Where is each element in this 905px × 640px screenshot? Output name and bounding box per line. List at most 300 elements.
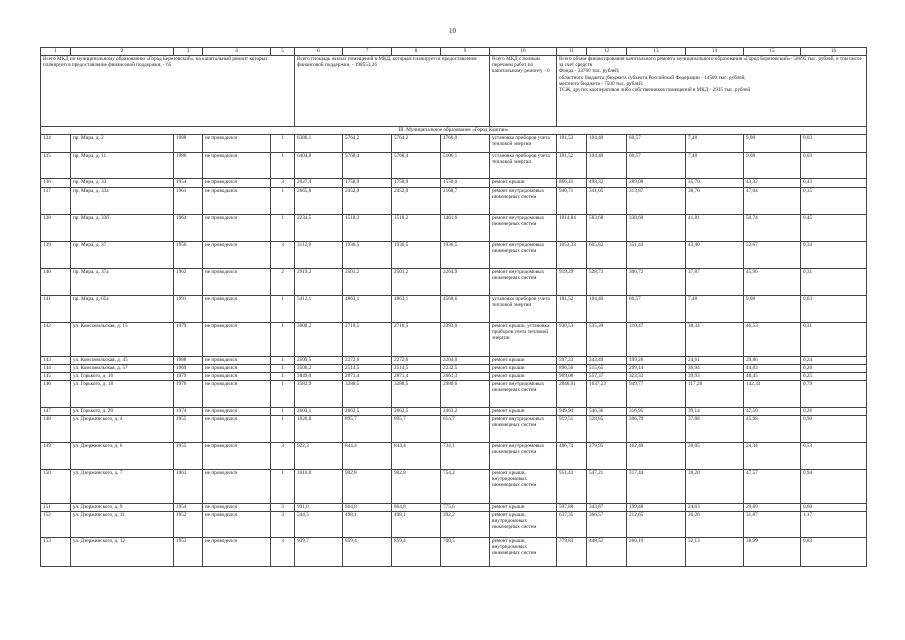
cost-per-m2: 0,53 [801,443,867,470]
area-9: 2264,9 [441,269,490,296]
work-type: ремонт крыши [490,365,557,373]
address: ул. Дзержинского, д. 9 [71,504,174,512]
owners-share: 44,83 [744,365,801,373]
local-share: 26,26 [686,512,744,538]
living-area: 2514,5 [343,365,392,373]
row-number: 135 [41,153,71,179]
work-type: установка приборов учета тепловой энергии [490,135,557,153]
year-built: 1953 [174,538,203,567]
regional-share: 351,44 [627,242,686,269]
column-number: 1 [41,48,71,56]
living-area: 2452,0 [343,188,392,215]
area-8: 1936,5 [392,242,441,269]
total-cost: 779,83 [557,538,587,567]
total-area: 2027,4 [295,179,343,188]
last-repair-status: не проводился [203,416,271,443]
area-8: 902,8 [392,470,441,504]
table-row [41,269,867,296]
local-share: 35,70 [686,179,744,188]
total-area: 1016,8 [295,470,343,504]
row-number: 140 [41,269,71,296]
living-area: 5764,2 [343,135,392,153]
living-area: 1518,2 [343,215,392,242]
regional-share: 338,60 [627,215,686,242]
total-area: 939,7 [295,538,343,567]
col-5: 1 [271,323,295,357]
area-8: 4863,1 [392,296,441,323]
row-number: 152 [41,512,71,538]
regional-share: 162,40 [627,443,686,470]
total-area: 991,0 [295,504,343,512]
col-5: 1 [271,188,295,215]
table-row [41,296,867,323]
last-repair-status: не проводился [203,215,271,242]
table-row [41,153,867,179]
regional-share: 60,57 [627,135,686,153]
owners-share: 38,99 [744,538,801,567]
column-number: 10 [490,48,557,56]
column-number: 6 [295,48,343,56]
regional-share: 289,08 [627,179,686,188]
fund-share: 541,05 [587,188,627,215]
fund-share: 279,95 [587,443,627,470]
local-share: 37,88 [686,416,744,443]
column-number: 11 [557,48,587,56]
fund-share: 343,87 [587,504,627,512]
year-built: 1964 [174,215,203,242]
fund-share: 528,73 [587,269,627,296]
table-row [41,323,867,357]
col-5: 3 [271,504,295,512]
col-5: 1 [271,135,295,153]
cost-per-m2: 0,03 [801,153,867,179]
last-repair-status: не проводился [203,373,271,381]
area-9: 5106,1 [441,153,490,179]
year-built: 1974 [174,408,203,416]
year-built: 1954 [174,504,203,512]
work-type: ремонт внутридомовых инженерных систем [490,188,557,215]
area-8: 895,7 [392,416,441,443]
year-built: 1954 [174,179,203,188]
total-cost: 181,52 [557,296,587,323]
cost-per-m2: 0,79 [801,381,867,408]
repair-program-table [40,47,867,567]
living-area: 895,7 [343,416,392,443]
owners-share: 47,04 [744,188,801,215]
address: пр. Мира, д. 33а [71,188,174,215]
last-repair-status: не проводился [203,179,271,188]
cost-per-m2: 0,45 [801,215,867,242]
living-area: 1936,5 [343,242,392,269]
fund-share: 605,82 [587,242,627,269]
summary-funding-line: Всего объем финансирования капитального ремонта муниципального образования «Город Березовский»- 58695 тыс. рублей, в том числе за счет средств [559,56,862,69]
owners-share: 31,87 [744,512,801,538]
year-built: 1988 [174,357,203,365]
total-cost: 949,94 [557,408,587,416]
last-repair-status: не проводился [203,365,271,373]
table-row [41,512,867,538]
total-cost: 919,29 [557,269,587,296]
work-type: ремонт крыши [490,408,557,416]
address: пр. Мира, д. 37 [71,242,174,269]
total-cost: 486,74 [557,443,587,470]
row-number: 150 [41,470,71,504]
last-repair-status: не проводился [203,188,271,215]
column-number: 16 [801,48,867,56]
owners-share: 9,08 [744,296,801,323]
area-8: 864,8 [392,504,441,512]
fund-share: 583,68 [587,215,627,242]
total-area: 3603,1 [295,408,343,416]
last-repair-status: не проводился [203,135,271,153]
column-number: 13 [627,48,686,56]
regional-share: 306,79 [627,416,686,443]
cost-per-m2: 0,31 [801,269,867,296]
summary-funding-line: областного бюджета (бюджета субъекта Российской Федерации - 14500 тыс. рублей; [559,74,746,81]
address: ул. Дзержинского, д. 12 [71,538,174,567]
last-repair-status: не проводился [203,242,271,269]
summary-funding [557,56,867,127]
table-row [41,470,867,504]
total-cost: 940,71 [557,188,587,215]
year-built: 1969 [174,365,203,373]
area-8: 3288,5 [392,381,441,408]
work-type: ремонт крыши [490,373,557,381]
row-number: 142 [41,323,71,357]
cost-per-m2: 0,03 [801,135,867,153]
table-row [41,215,867,242]
living-area: 859,4 [343,538,392,567]
living-area: 2710,5 [343,323,392,357]
local-share: 39,20 [686,470,744,504]
col-5: 1 [271,408,295,416]
fund-share: 104,40 [587,135,627,153]
total-area: 3582,9 [295,381,343,408]
row-number: 143 [41,357,71,365]
total-area: 3849,0 [295,373,343,381]
area-8: 2871,4 [392,373,441,381]
work-type: ремонт крыши, внутридомовых инженерных систем [490,512,557,538]
address: ул. Горького, д. 16 [71,373,174,381]
area-8: 2501,2 [392,269,441,296]
area-8: 2710,5 [392,323,441,357]
row-number: 134 [41,135,71,153]
cost-per-m2: 0,24 [801,357,867,365]
table-row [41,504,867,512]
cost-per-m2: 0,94 [801,470,867,504]
cost-per-m2: 0,83 [801,538,867,567]
total-area: 544,3 [295,512,343,538]
living-area: 4863,1 [343,296,392,323]
local-share: 38,34 [686,323,744,357]
work-type: установка приборов учета тепловой энергии [490,296,557,323]
regional-share: 316,95 [627,408,686,416]
owners-share: 29,89 [744,504,801,512]
regional-share: 60,57 [627,296,686,323]
local-share: 36,94 [686,365,744,373]
owners-share: 47,50 [744,408,801,416]
work-type: ремонт внутридомовых инженерных систем [490,269,557,296]
total-area: 2234,5 [295,215,343,242]
cost-per-m2: 1,17 [801,512,867,538]
column-number: 12 [587,48,627,56]
total-cost: 919,51 [557,416,587,443]
last-repair-status: не проводился [203,323,271,357]
living-area: 1758,9 [343,179,392,188]
regional-share: 199,26 [627,357,686,365]
row-number: 146 [41,381,71,408]
local-share: 24,61 [686,357,744,365]
row-number: 138 [41,215,71,242]
fund-share: 366,57 [587,512,627,538]
year-built: 1991 [174,296,203,323]
address: ул. Горького, д. 18 [71,381,174,408]
column-number: 3 [174,48,203,56]
last-repair-status: не проводился [203,357,271,365]
table-row [41,188,867,215]
owners-share: 52,67 [744,242,801,269]
year-built: 1952 [174,512,203,538]
cost-per-m2: 0,03 [801,296,867,323]
table-row [41,179,867,188]
cost-per-m2: 0,26 [801,365,867,373]
total-cost: 181,52 [557,153,587,179]
last-repair-status: не проводился [203,470,271,504]
owners-share: 142,33 [744,381,801,408]
last-repair-status: не проводился [203,443,271,470]
area-9: 4766,0 [441,135,490,153]
fund-share: 557,37 [587,373,627,381]
total-cost: 597,23 [557,357,587,365]
summary-row [41,56,867,127]
year-built: 1976 [174,381,203,408]
col-5: 1 [271,381,295,408]
col-5: 1 [271,365,295,373]
work-type: ремонт крыши [490,357,557,365]
year-built: 1955 [174,416,203,443]
total-area: 922,3 [295,443,343,470]
area-9: 2232,5 [441,365,490,373]
area-8: 2272,6 [392,357,441,365]
total-cost: 1014,84 [557,215,587,242]
summary-full-works: Всего МКД с полным перечнем работ по капитальному ремонту - 0 [490,56,557,127]
work-type: ремонт крыши [490,504,557,512]
address: ул. Дзержинского, д. 11 [71,512,174,538]
col-5: 1 [271,416,295,443]
area-8: 1758,9 [392,179,441,188]
regional-share: 310,47 [627,323,686,357]
work-type: установка приборов учета тепловой энергии [490,153,557,179]
total-area: 2919,2 [295,269,343,296]
address: пр. Мира, д. 33б [71,215,174,242]
local-share: 41,81 [686,215,744,242]
area-9: 1550,0 [441,179,490,188]
owners-share: 47,57 [744,470,801,504]
col-5: 3 [271,512,295,538]
address: пр. Мира, д. 2 [71,135,174,153]
col-5: 1 [271,296,295,323]
address: ул. Горького, д. 20 [71,408,174,416]
col-5: 3 [271,179,295,188]
summary-funding-line: Фонда - 33760 тыс. рублей; [559,68,620,75]
total-area: 2509,5 [295,357,343,365]
work-type: ремонт внутридомовых инженерных систем [490,215,557,242]
last-repair-status: не проводился [203,512,271,538]
living-area: 2871,4 [343,373,392,381]
row-number: 149 [41,443,71,470]
area-9: 700,5 [441,538,490,567]
table-row [41,416,867,443]
living-area: 2662,5 [343,408,392,416]
row-number: 148 [41,416,71,443]
cost-per-m2: 0,34 [801,242,867,269]
row-number: 147 [41,408,71,416]
owners-share: 9,08 [744,153,801,179]
local-share: 7,48 [686,135,744,153]
table-row [41,381,867,408]
address: ул. Комсомольская, д. 15 [71,323,174,357]
address: ул. Комсомольская, д. 57 [71,365,174,373]
area-9: 2980,6 [441,381,490,408]
total-cost: 637,35 [557,512,587,538]
area-8: 2452,0 [392,188,441,215]
local-share: 20,05 [686,443,744,470]
total-area: 1020,8 [295,416,343,443]
row-number: 137 [41,188,71,215]
area-8: 2514,5 [392,365,441,373]
regional-share: 313,87 [627,188,686,215]
local-share: 7,48 [686,296,744,323]
local-share: 38,76 [686,188,744,215]
living-area: 5768,4 [343,153,392,179]
fund-share: 515,65 [587,365,627,373]
local-share: 7,48 [686,153,744,179]
local-share: 43,40 [686,242,744,269]
page-number: 10 [449,27,456,35]
regional-share: 60,57 [627,153,686,179]
fund-share: 448,52 [587,538,627,567]
living-area: 844,4 [343,443,392,470]
address: пр. Мира, д. 33 [71,179,174,188]
fund-share: 343,49 [587,357,627,365]
column-number: 5 [271,48,295,56]
owners-share: 9,08 [744,135,801,153]
total-cost: 930,53 [557,323,587,357]
summary-total-area: Всего площадь жилых помещений в МКД, которым планируется предоставление финансовой поддержки, - 198553,26 [295,56,490,127]
row-number: 145 [41,373,71,381]
section-title: III. Муниципальное образование «Город Каштан» [41,127,867,135]
row-number: 139 [41,242,71,269]
year-built: 1979 [174,373,203,381]
total-area: 5412,1 [295,296,343,323]
year-built: 1961 [174,188,203,215]
area-8: 498,1 [392,512,441,538]
total-area: 3008,2 [295,323,343,357]
column-number: 15 [744,48,801,56]
regional-share: 306,72 [627,269,686,296]
column-number: 9 [441,48,490,56]
fund-share: 547,21 [587,470,627,504]
column-number: 8 [392,48,441,56]
area-8: 2662,5 [392,408,441,416]
area-9: 2661,3 [441,373,490,381]
area-9: 775,6 [441,504,490,512]
owners-share: 50,74 [744,215,801,242]
local-share: 37,87 [686,269,744,296]
regional-share: 323,33 [627,373,686,381]
col-5: 1 [271,470,295,504]
row-number: 136 [41,179,71,188]
area-9: 1461,6 [441,215,490,242]
last-repair-status: не проводился [203,538,271,567]
living-area: 498,1 [343,512,392,538]
work-type: ремонт внутридомовых инженерных систем [490,443,557,470]
regional-share: 260,19 [627,538,686,567]
work-type: ремонт крыши, внутридомовых инженерных систем [490,538,557,567]
table-row [41,443,867,470]
address: пр. Мира, д. 37а [71,269,174,296]
table-row [41,242,867,269]
summary-total-houses: Всего МКД по муниципальному образованию «Город Березовский», на капитальный ремонт которых планируется предоставление финансовой поддержки, - 65 [41,56,295,127]
col-5: 2 [271,269,295,296]
last-repair-status: не проводился [203,381,271,408]
column-number: 14 [686,48,744,56]
owners-share: 45,96 [744,269,801,296]
fund-share: 1637,23 [587,381,627,408]
area-9: 754,2 [441,470,490,504]
fund-share: 528,85 [587,416,627,443]
total-area: 3506,2 [295,365,343,373]
column-number: 2 [71,48,174,56]
address: ул. Дзержинского, д. 4 [71,416,174,443]
table-row [41,357,867,365]
address: ул. Комсомольская, д. 45 [71,357,174,365]
address: ул. Дзержинского, д. 7 [71,470,174,504]
year-built: 1955 [174,443,203,470]
cost-per-m2: 0,26 [801,408,867,416]
cost-per-m2: 0,90 [801,416,867,443]
regional-share: 299,14 [627,365,686,373]
total-area: 6404,8 [295,153,343,179]
owners-share: 45,98 [744,416,801,443]
summary-funding-line: местного бюджета - 7500 тыс. рублей; [559,80,644,87]
fund-share: 104,40 [587,296,627,323]
owners-share: 48,45 [744,373,801,381]
area-8: 5764,2 [392,135,441,153]
col-5: 1 [271,373,295,381]
total-cost: 1053,33 [557,242,587,269]
area-9: 614,7 [441,416,490,443]
area-9: 4568,6 [441,296,490,323]
cost-per-m2: 0,60 [801,504,867,512]
work-type: ремонт внутридомовых инженерных систем [490,242,557,269]
area-9: 734,1 [441,443,490,470]
last-repair-status: не проводился [203,153,271,179]
year-built: 1979 [174,323,203,357]
year-built: 1962 [174,269,203,296]
table-row [41,135,867,153]
year-built: 1963 [174,470,203,504]
owners-share: 24,34 [744,443,801,470]
total-cost: 181,52 [557,135,587,153]
total-cost: 951,43 [557,470,587,504]
section-row [41,127,867,135]
local-share: 117,28 [686,381,744,408]
area-8: 5768,4 [392,153,441,179]
total-area: 3112,8 [295,242,343,269]
total-cost: 896,56 [557,365,587,373]
address: ул. Дзержинского, д. 6 [71,443,174,470]
